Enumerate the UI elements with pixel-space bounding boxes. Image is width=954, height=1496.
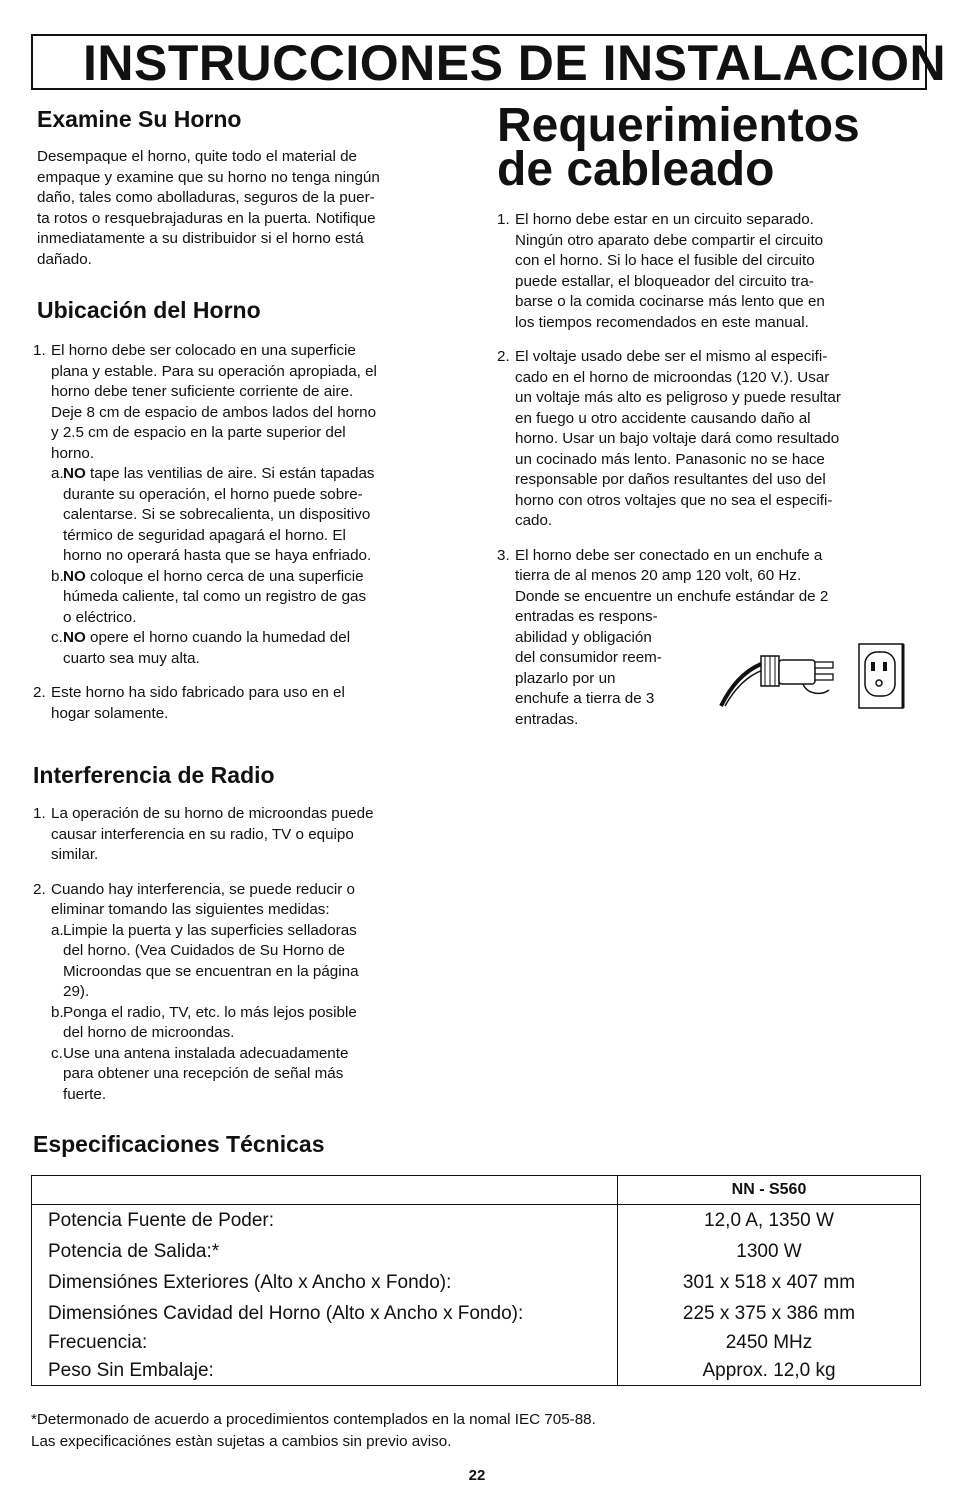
spec-label: Dimensiónes Cavidad del Horno (Alto x Ancho x Fondo): xyxy=(48,1303,524,1324)
values-cell xyxy=(618,1205,921,1386)
text-line: con el horno. Si lo hace el fusible del circuito xyxy=(515,252,815,269)
spec-value: 2450 MHz xyxy=(725,1332,813,1353)
text-line: tape las ventilias de aire. Si están tapadas xyxy=(85,465,375,482)
text-line: abilidad y obligación xyxy=(515,628,652,646)
text-line: cado en el horno de microondas (120 V.). Usar xyxy=(515,368,830,386)
ubicacion-list xyxy=(33,341,473,724)
cableado-heading xyxy=(497,99,860,196)
text-line: del horno. (Vea Cuidados de Su Horno de xyxy=(63,942,346,959)
text-line: Limpie la puerta y las superficies selladoras xyxy=(63,921,357,939)
text-line: cado. xyxy=(515,512,553,529)
text-line: responsable por daños resultantes del uso del xyxy=(515,471,826,488)
model-header: NN - S560 xyxy=(618,1176,921,1205)
spec-label: Frecuencia: xyxy=(48,1332,148,1353)
text-line: un voltaje más alto es peligroso y puede resultar xyxy=(515,389,841,406)
text-line: horno con otros voltajes que no sea el especifi- xyxy=(515,491,833,509)
footnotes xyxy=(31,1409,596,1453)
cableado-heading-line: Requerimientos xyxy=(497,99,860,152)
banner xyxy=(31,34,947,91)
text-line: coloque el horno cerca de una superficie xyxy=(85,567,364,585)
text-line: Use una antena instalada adecuadamente xyxy=(63,1044,349,1062)
text-line: 29). xyxy=(63,983,90,1000)
text-line: durante su operación, el horno puede sobre- xyxy=(63,485,363,503)
text-line: horno debe tener suficiente corriente de aire. xyxy=(51,383,354,400)
sub-label: c. xyxy=(51,1044,63,1062)
text-line: enchufe a tierra de 3 xyxy=(515,690,655,707)
text-line: Ponga el radio, TV, etc. lo más lejos posible xyxy=(63,1003,357,1021)
text-line: barse o la comida cocinarse más lento que en xyxy=(515,293,825,310)
text-line: los tiempos recomendados en este manual. xyxy=(515,313,809,331)
text-line: cuarto sea muy alta. xyxy=(63,649,200,667)
text-line: Cuando hay interferencia, se puede reducir o xyxy=(51,880,355,898)
text-line: un cocinado más lento. Panasonic no se hace xyxy=(515,450,825,468)
text-line: Desempaque el horno, quite todo el material de xyxy=(37,148,357,165)
page-number: 22 xyxy=(468,1467,486,1484)
item-number: 2. xyxy=(33,684,46,701)
text-line: tierra de al menos 20 amp 120 volt, 60 Hz. xyxy=(515,567,802,584)
text-line: El horno debe estar en un circuito separado. xyxy=(515,211,814,228)
text-line: El horno debe ser colocado en una superficie xyxy=(51,342,356,359)
header-empty-cell xyxy=(32,1176,618,1205)
page-title: INSTRUCCIONES DE INSTALACION xyxy=(83,35,947,91)
text-line: Donde se encuentre un enchufe estándar de 2 xyxy=(515,587,829,605)
sub-item xyxy=(33,464,473,567)
sub-label: a. xyxy=(51,465,64,482)
footnote: *Determonado de acuerdo a procedimientos contemplados en la nomal IEC 705-88. xyxy=(31,1411,596,1428)
text-line: horno no operará hasta que se haya enfriado. xyxy=(63,547,372,564)
spec-value: 1300 W xyxy=(736,1241,802,1262)
text-line: Ningún otro aparato debe compartir el circuito xyxy=(515,231,824,249)
footnote: Las expecificaciónes estàn sujetas a cambios sin previo aviso. xyxy=(31,1433,452,1450)
ubicacion-heading: Ubicación del Horno xyxy=(37,297,261,323)
list-item xyxy=(33,341,473,464)
radio-list xyxy=(33,804,473,1105)
list-item xyxy=(33,880,473,921)
text-line: térmico de seguridad apagará el horno. El xyxy=(63,526,346,544)
spec-label: Dimensiónes Exteriores (Alto x Ancho x Fondo): xyxy=(48,1272,452,1293)
spec-value: 301 x 518 x 407 mm xyxy=(682,1272,856,1293)
item-number: 1. xyxy=(497,211,510,228)
list-item xyxy=(33,683,473,724)
table-header-row xyxy=(32,1176,921,1205)
text-line: daño, tales como abolladuras, seguros de la puer- xyxy=(37,189,375,206)
cableado-heading-line: de cableado xyxy=(497,143,775,196)
text-line: opere el horno cuando la humedad del xyxy=(85,629,351,646)
list-item xyxy=(33,804,473,866)
text-line: horno. Usar un bajo voltaje dará como resultado xyxy=(515,430,840,447)
no-emphasis: NO xyxy=(63,465,86,482)
text-line: o eléctrico. xyxy=(63,608,137,626)
table-body xyxy=(32,1205,921,1386)
text-line: La operación de su horno de microondas puede xyxy=(51,805,374,822)
sub-item xyxy=(33,921,473,1003)
plug-outlet-icon xyxy=(717,638,907,710)
text-line: eliminar tomando las siguientes medidas: xyxy=(51,901,330,918)
text-line: horno. xyxy=(51,444,95,462)
text-line: ta rotos o resquebrajaduras en la puerta. Notifique xyxy=(37,209,376,227)
text-line: entradas es respons- xyxy=(515,608,658,625)
text-line: del consumidor reem- xyxy=(515,649,662,666)
item-number: 2. xyxy=(33,880,46,898)
spec-label: Potencia Fuente de Poder: xyxy=(48,1210,275,1231)
sub-item xyxy=(33,567,473,629)
sub-label: c. xyxy=(51,629,63,646)
text-line: inmediatamente a su distribuidor si el horno está xyxy=(37,230,364,247)
sub-label: b. xyxy=(51,567,64,585)
spec-label: Peso Sin Embalaje: xyxy=(48,1360,214,1381)
text-line: húmeda caliente, tal como un registro de gas xyxy=(63,588,367,605)
examine-heading: Examine Su Horno xyxy=(37,106,242,132)
text-line: similar. xyxy=(51,846,99,863)
spec-label: Potencia de Salida:* xyxy=(48,1241,220,1262)
text-line: Este horno ha sido fabricado para uso en el xyxy=(51,684,345,701)
no-emphasis: NO xyxy=(63,567,86,585)
text-line: empaque y examine que su horno no tenga ningún xyxy=(37,168,380,186)
text-line: y 2.5 cm de espacio en la parte superior del xyxy=(51,424,346,441)
sub-label: a. xyxy=(51,921,64,939)
text-line: causar interferencia en su radio, TV o equipo xyxy=(51,825,354,843)
spec-value: 225 x 375 x 386 mm xyxy=(682,1303,856,1324)
sub-item xyxy=(33,628,473,669)
text-line: del horno de microondas. xyxy=(63,1024,235,1041)
text-line: entradas. xyxy=(515,710,579,728)
text-line: Deje 8 cm de espacio de ambos lados del horno xyxy=(51,403,377,421)
specs-heading: Especificaciones Técnicas xyxy=(33,1131,325,1157)
specs-table xyxy=(31,1175,921,1386)
spec-value: 12,0 A, 1350 W xyxy=(704,1210,834,1231)
text-line: El voltaje usado debe ser el mismo al especifi- xyxy=(515,348,828,365)
item-number: 2. xyxy=(497,348,510,365)
text-line: calentarse. Si se sobrecalienta, un dispositivo xyxy=(63,506,371,523)
examine-text xyxy=(37,147,467,270)
sub-item xyxy=(33,1003,473,1044)
list-item xyxy=(497,210,937,333)
text-line: puede estallar, el bloqueador del circuito tra- xyxy=(515,272,814,290)
no-emphasis: NO xyxy=(63,629,86,646)
text-line: en fuego u otro accidente causando daño al xyxy=(515,409,811,427)
sub-label: b. xyxy=(51,1003,64,1021)
item-number: 3. xyxy=(497,546,510,564)
spec-value: Approx. 12,0 kg xyxy=(702,1360,836,1381)
text-line: dañado. xyxy=(37,250,92,268)
text-line: Microondas que se encuentran en la página xyxy=(63,962,359,980)
text-line: fuerte. xyxy=(63,1085,107,1103)
list-item xyxy=(497,347,937,532)
sub-item xyxy=(33,1044,473,1106)
radio-heading: Interferencia de Radio xyxy=(33,762,275,788)
text-line: plazarlo por un xyxy=(515,669,616,687)
text-line: plana y estable. Para su operación apropiada, el xyxy=(51,362,377,380)
text-line: hogar solamente. xyxy=(51,704,169,722)
item-number: 1. xyxy=(33,342,46,359)
text-line: El horno debe ser conectado en un enchufe a xyxy=(515,546,823,564)
labels-cell xyxy=(32,1205,618,1386)
item-number: 1. xyxy=(33,805,46,822)
text-line: para obtener una recepción de señal más xyxy=(63,1065,344,1082)
